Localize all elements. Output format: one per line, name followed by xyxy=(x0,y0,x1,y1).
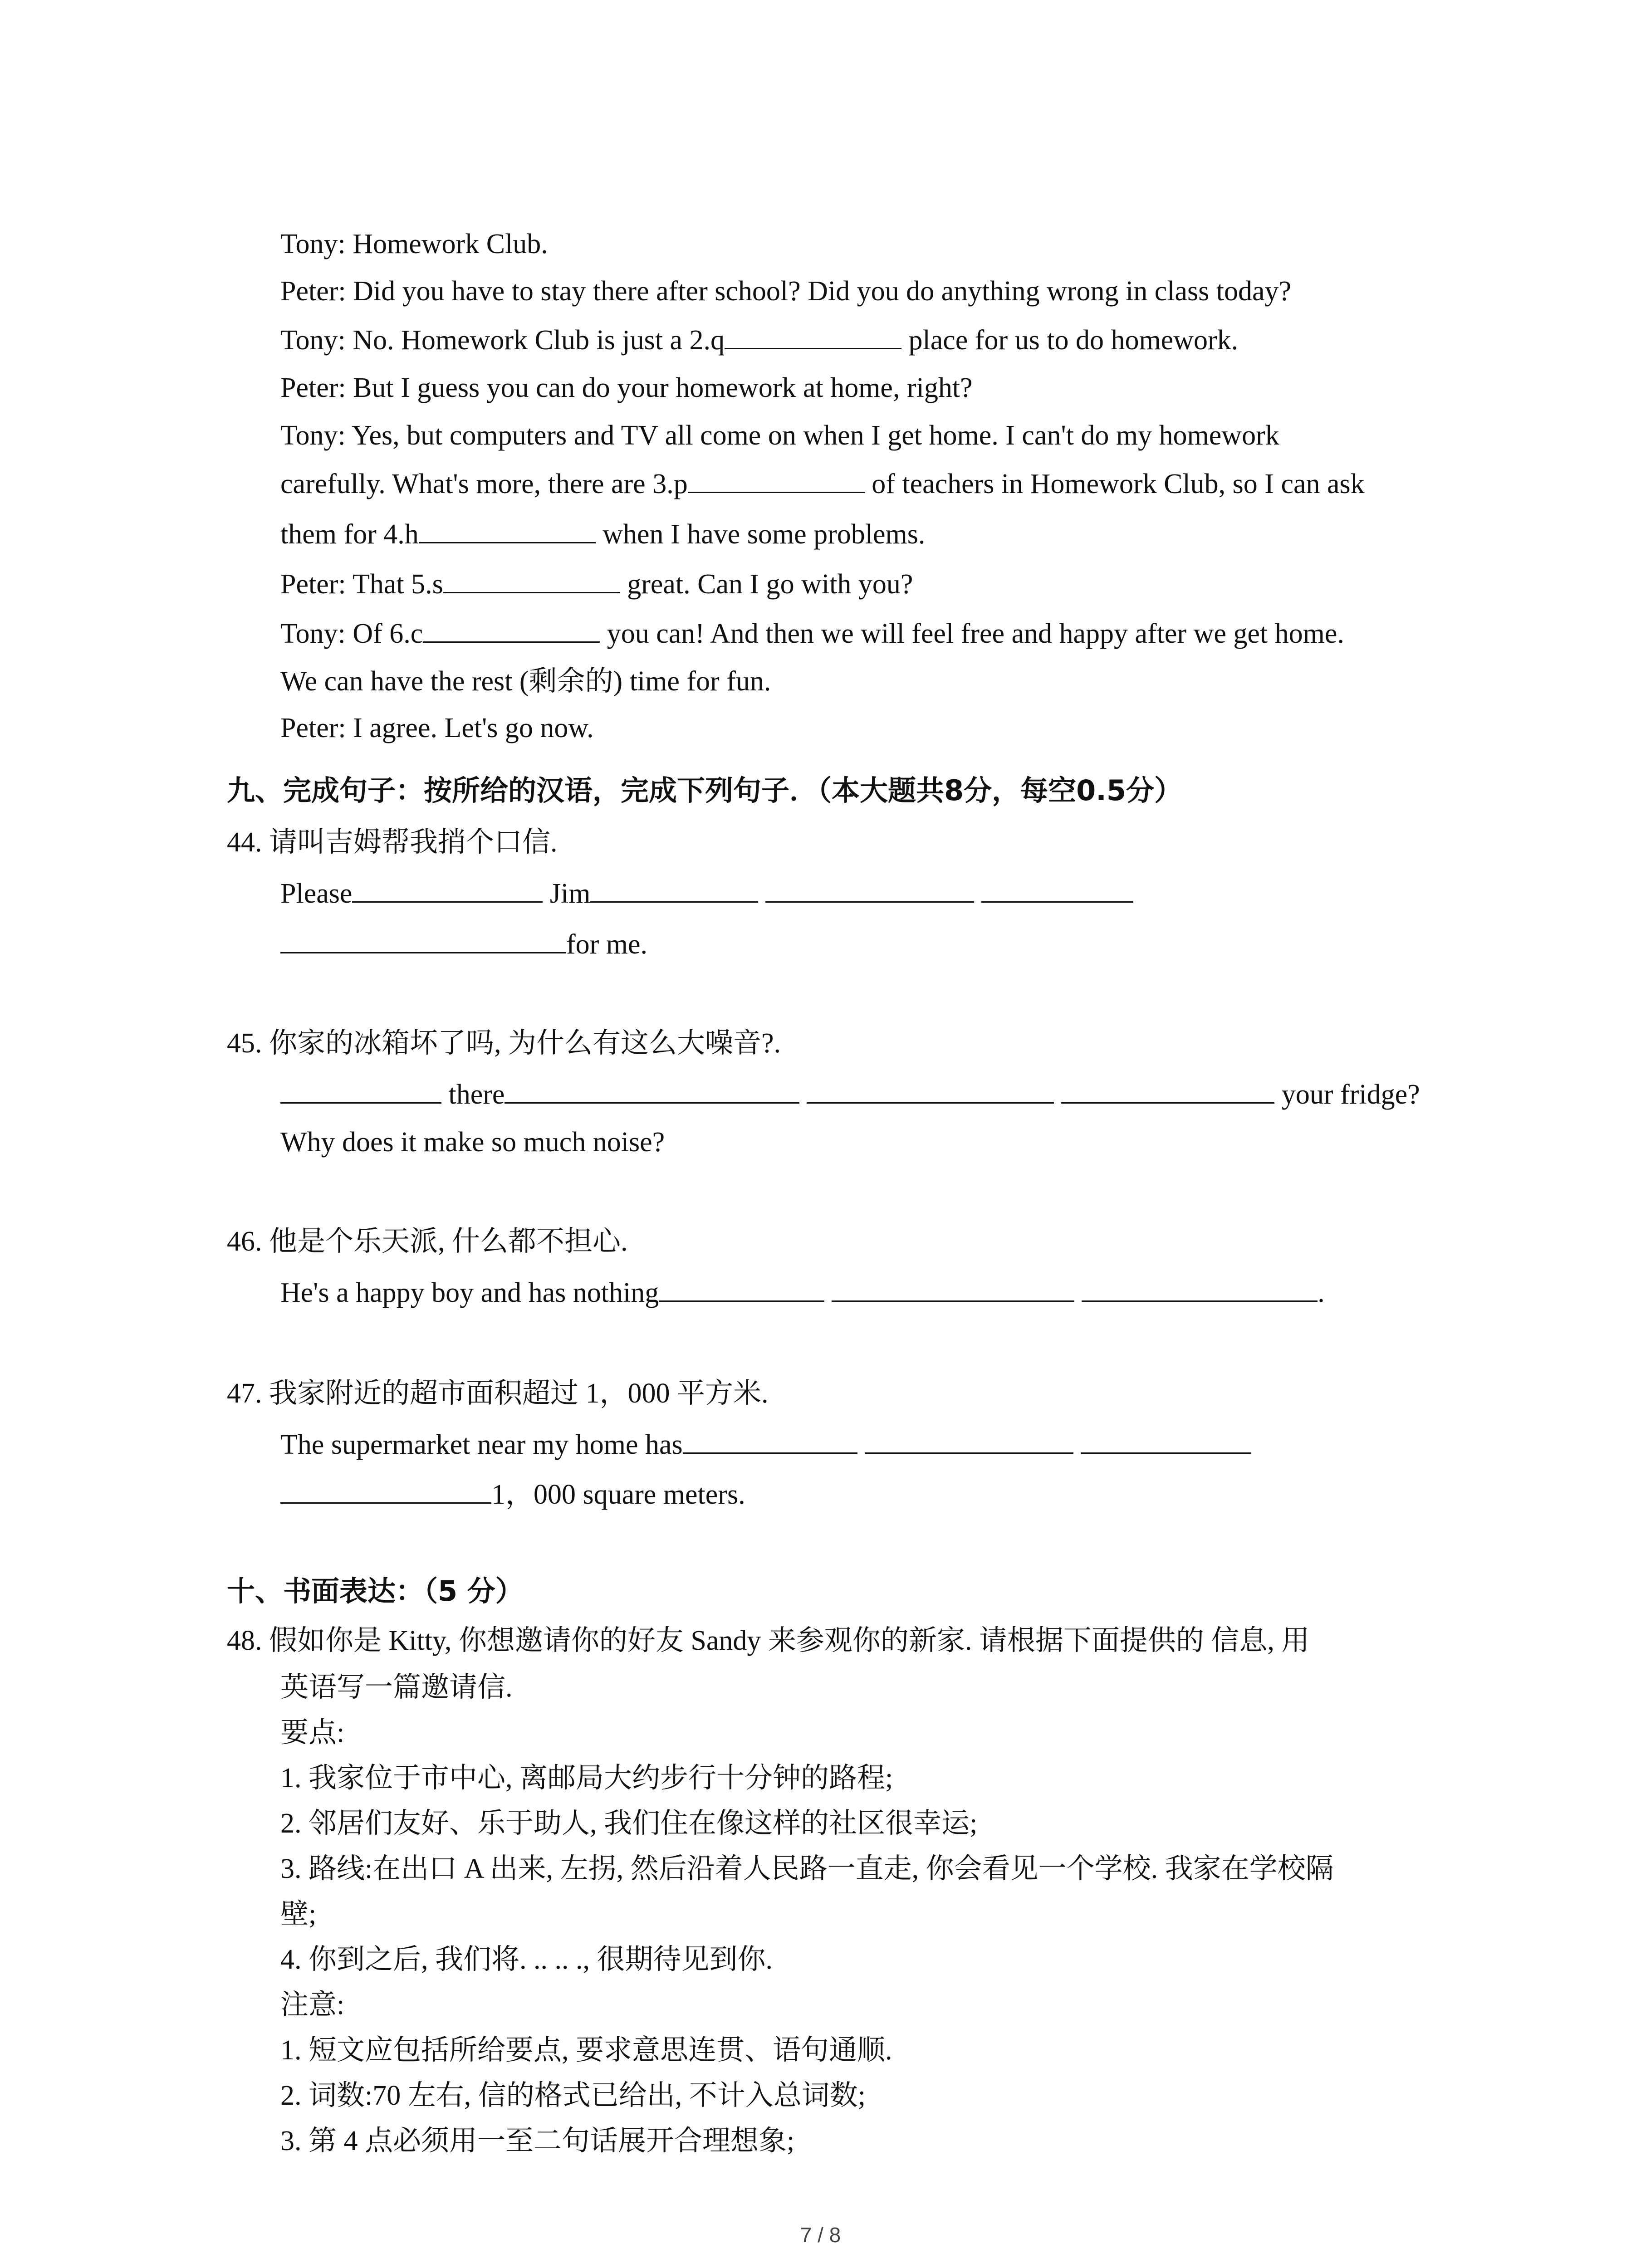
dialogue-line xyxy=(280,516,925,552)
text: place for us to do homework. xyxy=(901,325,1239,356)
question-47-line xyxy=(280,1476,745,1513)
note-item: 2. 词数:70 左右, 信的格式已给出, 不计入总词数; xyxy=(280,2080,866,2111)
question-47-line xyxy=(280,1427,1251,1463)
text: them for 4.h xyxy=(280,519,419,550)
blank[interactable] xyxy=(280,927,566,953)
dialogue-line: Peter: I agree. Let's go now. xyxy=(280,713,594,743)
blank[interactable] xyxy=(1082,1275,1318,1302)
notes-label: 注意: xyxy=(280,1989,345,2020)
question-46-prompt: 46. 他是个乐天派, 什么都不担心. xyxy=(227,1226,628,1257)
blank[interactable] xyxy=(280,1077,441,1104)
question-48-prompt: 英语写一篇邀请信. xyxy=(280,1672,513,1703)
text: Please xyxy=(280,878,353,909)
text: for me. xyxy=(566,929,648,960)
text: there xyxy=(441,1079,505,1110)
text: Jim xyxy=(543,878,591,909)
blank[interactable] xyxy=(352,876,543,903)
question-44-line xyxy=(280,926,647,963)
text: The supermarket near my home has xyxy=(280,1429,683,1460)
question-45-line: Why does it make so much noise? xyxy=(280,1127,665,1158)
question-44-prompt: 44. 请叫吉姆帮我捎个口信. xyxy=(227,827,558,858)
blank[interactable] xyxy=(659,1275,824,1302)
page-number: 7 / 8 xyxy=(800,2223,841,2247)
dialogue-line: Tony: Yes, but computers and TV all come on when I get home. I can't do my homework xyxy=(280,420,1279,451)
blank[interactable] xyxy=(832,1275,1074,1302)
point-item: 2. 邻居们友好、乐于助人, 我们住在像这样的社区很幸运; xyxy=(280,1808,978,1839)
section-heading: 十、书面表达：（5 分） xyxy=(227,1574,524,1608)
text: . xyxy=(1318,1277,1325,1308)
text: He's a happy boy and has nothing xyxy=(280,1277,659,1308)
blank[interactable] xyxy=(505,1077,799,1104)
question-45-line xyxy=(280,1076,1420,1113)
text: great. Can I go with you? xyxy=(620,569,913,600)
blank-2[interactable] xyxy=(725,323,901,349)
dialogue-line xyxy=(280,322,1238,358)
blank[interactable] xyxy=(1081,1427,1251,1454)
note-item: 1. 短文应包括所给要点, 要求意思连贯、语句通顺. xyxy=(280,2035,892,2066)
dialogue-line: We can have the rest (剩余的) time for fun. xyxy=(280,666,771,697)
text: of teachers in Homework Club, so I can ask xyxy=(864,469,1365,499)
question-48-prompt: 48. 假如你是 Kitty, 你想邀请你的好友 Sandy 来参观你的新家. 请根据下面提供的 信息, 用 xyxy=(227,1625,1310,1656)
blank[interactable] xyxy=(865,1427,1073,1454)
dialogue-line: Tony: Homework Club. xyxy=(280,229,548,259)
text: your fridge? xyxy=(1274,1079,1420,1110)
question-44-line xyxy=(280,875,1133,912)
question-46-line xyxy=(280,1275,1325,1311)
text: when I have some problems. xyxy=(595,519,926,550)
blank[interactable] xyxy=(280,1477,491,1504)
blank[interactable] xyxy=(590,876,758,903)
point-item: 3. 路线:在出口 A 出来, 左拐, 然后沿着人民路一直走, 你会看见一个学校. 我家在学校隔 xyxy=(280,1853,1334,1884)
text: Peter: That 5.s xyxy=(280,569,443,600)
question-47-prompt: 47. 我家附近的超市面积超过 1，000 平方米. xyxy=(227,1378,769,1409)
blank-3[interactable] xyxy=(688,466,865,493)
point-item: 1. 我家位于市中心, 离邮局大约步行十分钟的路程; xyxy=(280,1763,893,1794)
blank-5[interactable] xyxy=(443,567,620,593)
text: Tony: No. Homework Club is just a 2.q xyxy=(280,325,725,356)
section-heading: 九、完成句子：按所给的汉语，完成下列句子．（本大题共8分，每空0.5分） xyxy=(227,774,1182,807)
blank[interactable] xyxy=(1061,1077,1274,1104)
text: 1，000 square meters. xyxy=(491,1479,745,1510)
blank[interactable] xyxy=(981,876,1133,903)
note-item: 3. 第 4 点必须用一至二句话展开合理想象; xyxy=(280,2126,795,2156)
blank-6[interactable] xyxy=(423,616,600,643)
blank-4[interactable] xyxy=(419,517,596,543)
text: carefully. What's more, there are 3.p xyxy=(280,469,688,499)
dialogue-line: Peter: But I guess you can do your homework at home, right? xyxy=(280,372,973,403)
text: Tony: Of 6.c xyxy=(280,618,423,649)
dialogue-line: Peter: Did you have to stay there after school? Did you do anything wrong in class today? xyxy=(280,276,1292,307)
points-label: 要点: xyxy=(280,1717,345,1748)
blank[interactable] xyxy=(683,1427,857,1454)
dialogue-line xyxy=(280,616,1344,652)
point-item: 4. 你到之后, 我们将. .. .. ., 很期待见到你. xyxy=(280,1944,773,1975)
dialogue-line xyxy=(280,466,1365,502)
dialogue-line xyxy=(280,566,913,602)
blank[interactable] xyxy=(765,876,974,903)
point-item: 壁; xyxy=(280,1899,317,1930)
question-45-prompt: 45. 你家的冰箱坏了吗, 为什么有这么大噪音?. xyxy=(227,1028,781,1059)
blank[interactable] xyxy=(807,1077,1054,1104)
text: you can! And then we will feel free and happy after we get home. xyxy=(600,618,1344,649)
